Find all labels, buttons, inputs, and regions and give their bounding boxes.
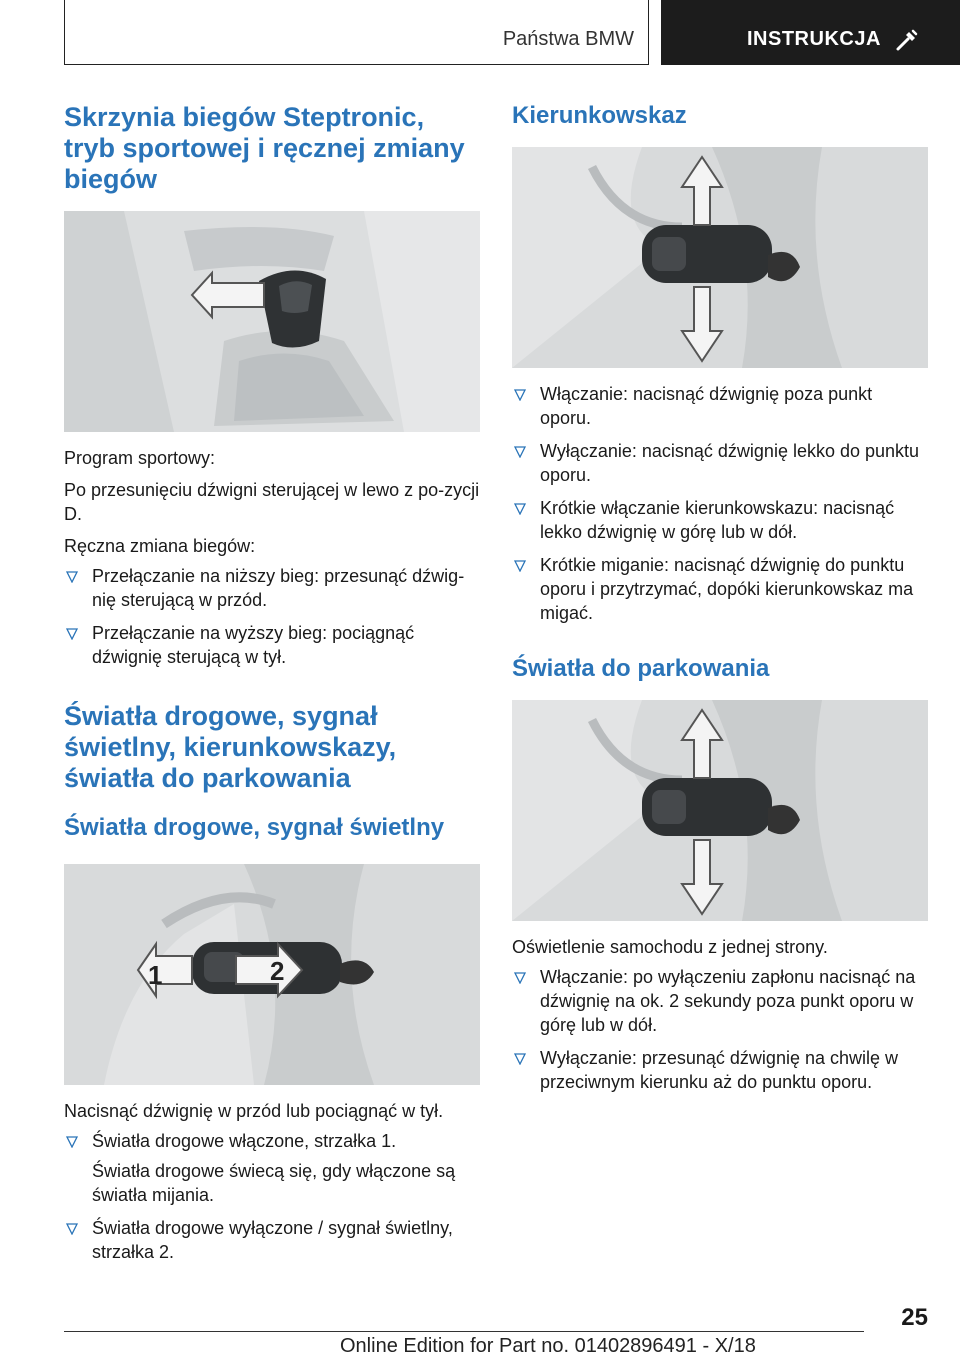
list-item: Światła drogowe wyłączone / sygnał świetlny, strzałka 2. — [64, 1216, 480, 1264]
page-number: 25 — [901, 1304, 928, 1331]
triangle-bullet-icon — [66, 1223, 78, 1235]
sport-program-text: Po przesunięciu dźwigni sterującej w lewo z po-zycji D. — [64, 480, 480, 524]
list-item: Włączanie: po wyłączeniu zapłonu nacisnąć na dźwignię na ok. 2 sekundy poza punkt oporu w górę lub w dół. — [512, 965, 928, 1037]
edition-note: Online Edition for Part no. 01402896491 - X/18 — [340, 1335, 756, 1357]
left-column — [64, 102, 480, 1273]
header-brand: Państwa BMW — [502, 28, 634, 50]
triangle-bullet-icon — [66, 1136, 78, 1148]
figure-label-1: 1 — [148, 960, 163, 990]
figure-label-2: 2 — [270, 956, 285, 986]
triangle-bullet-icon — [66, 628, 78, 640]
high-beam-list — [64, 1129, 480, 1264]
list-item: Włączanie: nacisnąć dźwignię poza punkt oporu. — [512, 382, 928, 430]
list-item: Światła drogowe włączone, strzałka 1. Światła drogowe świecą się, gdy włączone są światła mijania. — [64, 1129, 480, 1207]
list-item: Wyłączanie: przesunąć dźwignię na chwilę w przeciwnym kierunku aż do punktu oporu. — [512, 1046, 928, 1094]
turn-signal-list — [512, 382, 928, 625]
list-item: Krótkie miganie: nacisnąć dźwignię do punktu oporu i przytrzymać, dopóki kierunkowskaz ma migać. — [512, 553, 928, 625]
parking-text: Oświetlenie samochodu z jednej strony. — [512, 937, 828, 957]
triangle-bullet-icon — [514, 1053, 526, 1065]
triangle-bullet-icon — [514, 560, 526, 572]
triangle-bullet-icon — [514, 972, 526, 984]
header-left-box — [64, 0, 649, 65]
sport-program-title: Program sportowy: — [64, 448, 216, 468]
parking-list — [512, 965, 928, 1094]
header-section-tab — [661, 0, 960, 65]
high-beam-text: Nacisnąć dźwignię w przód lub pociągnąć w tył. — [64, 1101, 444, 1121]
triangle-bullet-icon — [514, 446, 526, 458]
heading-transmission: Skrzynia biegów Steptronic, tryb sportowej i ręcznej zmiany biegów — [64, 102, 465, 194]
manual-shift-list — [64, 564, 480, 669]
heading-lights: Światła drogowe, sygnał świetlny, kierunkowskazy, światła do parkowania — [64, 701, 397, 793]
figure-turn-signal-lever — [512, 147, 928, 368]
heading-parking-lights: Światła do parkowania — [512, 655, 770, 682]
triangle-bullet-icon — [514, 503, 526, 515]
manual-shift-title: Ręczna zmiana biegów: — [64, 536, 256, 556]
figure-gear-selector — [64, 211, 480, 432]
list-item: Przełączanie na niższy bieg: przesunąć dźwig-nię sterującą w przód. — [64, 564, 480, 612]
high-beam-note: Światła drogowe świecą się, gdy włączone są światła mijania. — [92, 1161, 456, 1205]
list-item: Wyłączanie: nacisnąć dźwignię lekko do punktu oporu. — [512, 439, 928, 487]
footer-divider — [64, 1331, 864, 1332]
figure-high-beam-lever — [64, 864, 480, 1085]
right-column — [512, 102, 928, 1103]
list-item: Przełączanie na wyższy bieg: pociągnąć dźwignię sterującą w tył. — [64, 621, 480, 669]
triangle-bullet-icon — [514, 389, 526, 401]
list-item: Krótkie włączanie kierunkowskazu: nacisnąć lekko dźwignię w górę lub w dół. — [512, 496, 928, 544]
triangle-bullet-icon — [66, 571, 78, 583]
header-section-label: INSTRUKCJA — [747, 28, 881, 50]
figure-parking-lever — [512, 700, 928, 921]
wrench-icon — [895, 28, 919, 52]
heading-high-beam: Światła drogowe, sygnał świetlny — [64, 814, 445, 841]
heading-turn-signal: Kierunkowskaz — [512, 102, 687, 129]
